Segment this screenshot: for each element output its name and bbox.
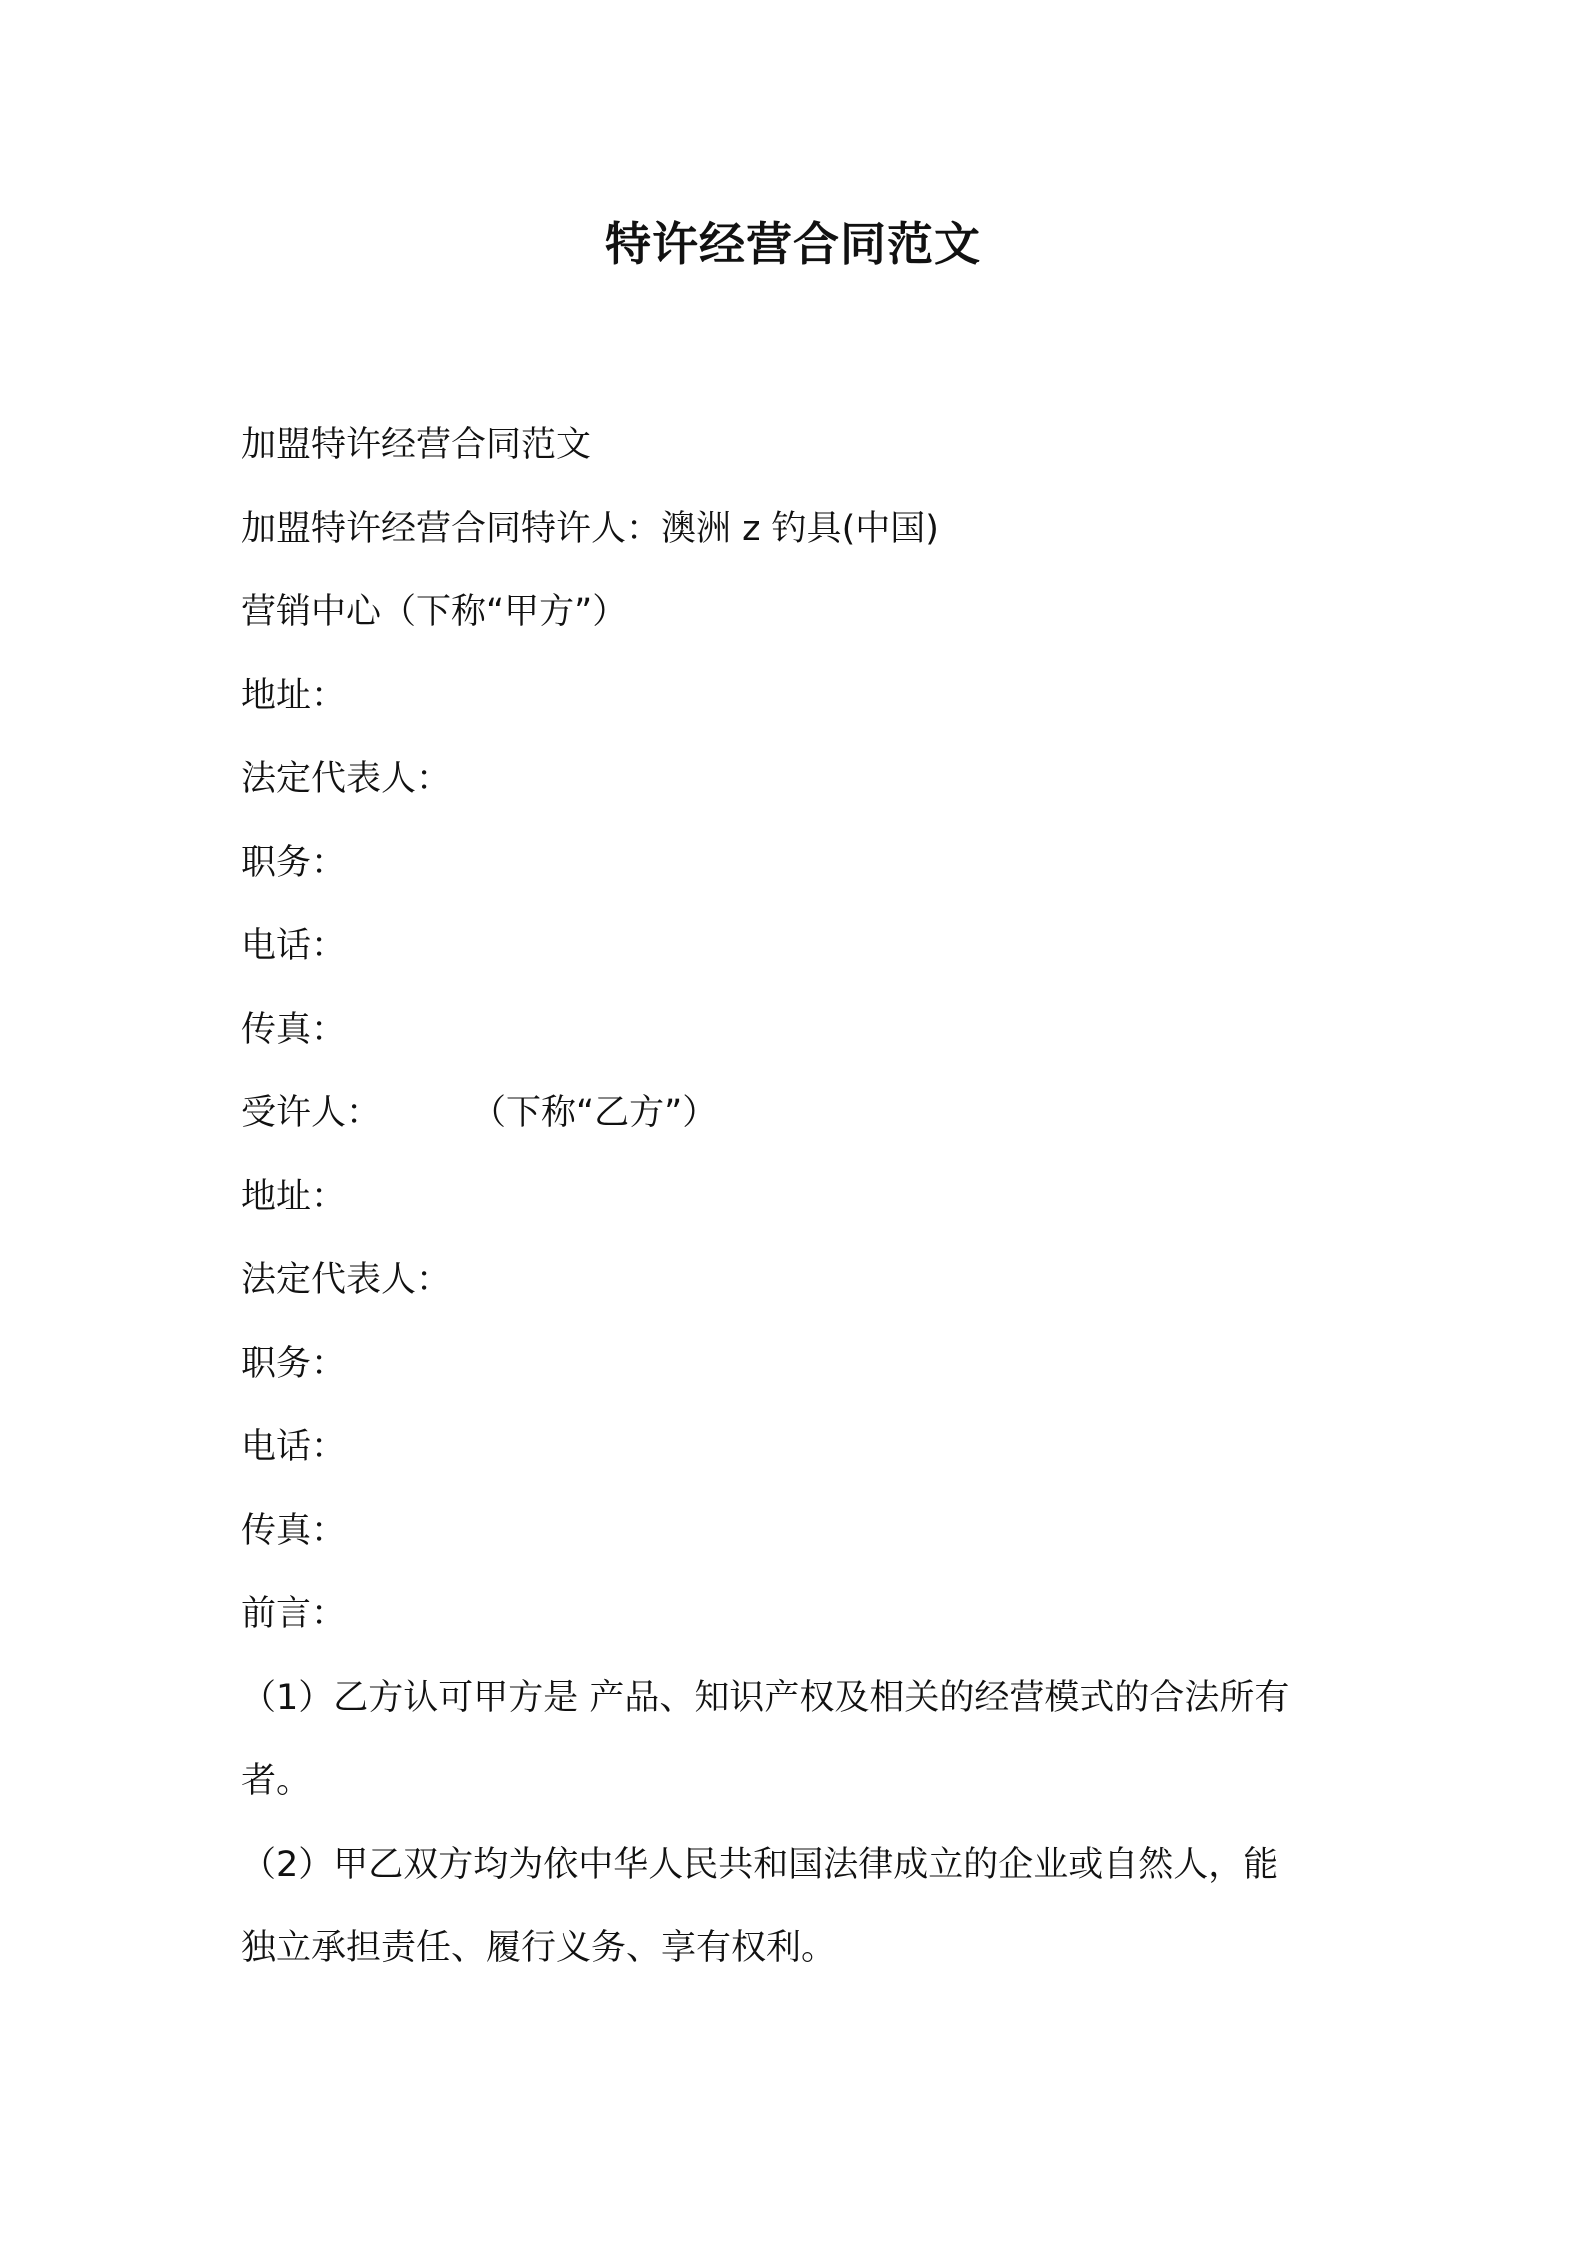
franchisee-label: 受许人： — [241, 1093, 382, 1133]
party-b-position-label: 职务： — [241, 1343, 347, 1384]
party-b-address-label: 地址： — [241, 1176, 347, 1217]
party-b-phone-label: 电话： — [241, 1427, 347, 1467]
party-a-designation: 营销中心（下称“甲方”） — [241, 592, 628, 632]
preface-heading: 前言： — [241, 1594, 347, 1634]
party-a-legal-rep-label: 法定代表人： — [241, 759, 452, 799]
party-a-position-label: 职务： — [241, 842, 347, 883]
preface-clause-1-line-1: （1）乙方认可甲方是 产品、知识产权及相关的经营模式的合法所有 — [241, 1677, 1290, 1718]
party-b-legal-rep-label: 法定代表人： — [241, 1260, 452, 1300]
franchisor-line: 加盟特许经营合同特许人：澳洲 z 钓具(中国) — [241, 508, 939, 549]
party-a-fax-label: 传真： — [241, 1009, 347, 1050]
franchisee-line — [241, 1072, 1361, 1156]
preface-clause-1-line-2: 者。 — [241, 1761, 312, 1801]
preface-clause-2-line-1: （2）甲乙双方均为依中华人民共和国法律成立的企业或自然人，能 — [241, 1844, 1279, 1885]
party-b-designation: （下称“乙方”） — [471, 1093, 718, 1133]
party-b-fax-label: 传真： — [241, 1510, 347, 1551]
party-a-address-label: 地址： — [241, 675, 347, 716]
document-body — [241, 404, 1361, 1991]
subtitle-line: 加盟特许经营合同范文 — [241, 425, 592, 465]
party-a-phone-label: 电话： — [241, 926, 347, 966]
preface-clause-2-line-2: 独立承担责任、履行义务、享有权利。 — [241, 1928, 837, 1968]
document-title: 特许经营合同范文 — [605, 217, 981, 271]
